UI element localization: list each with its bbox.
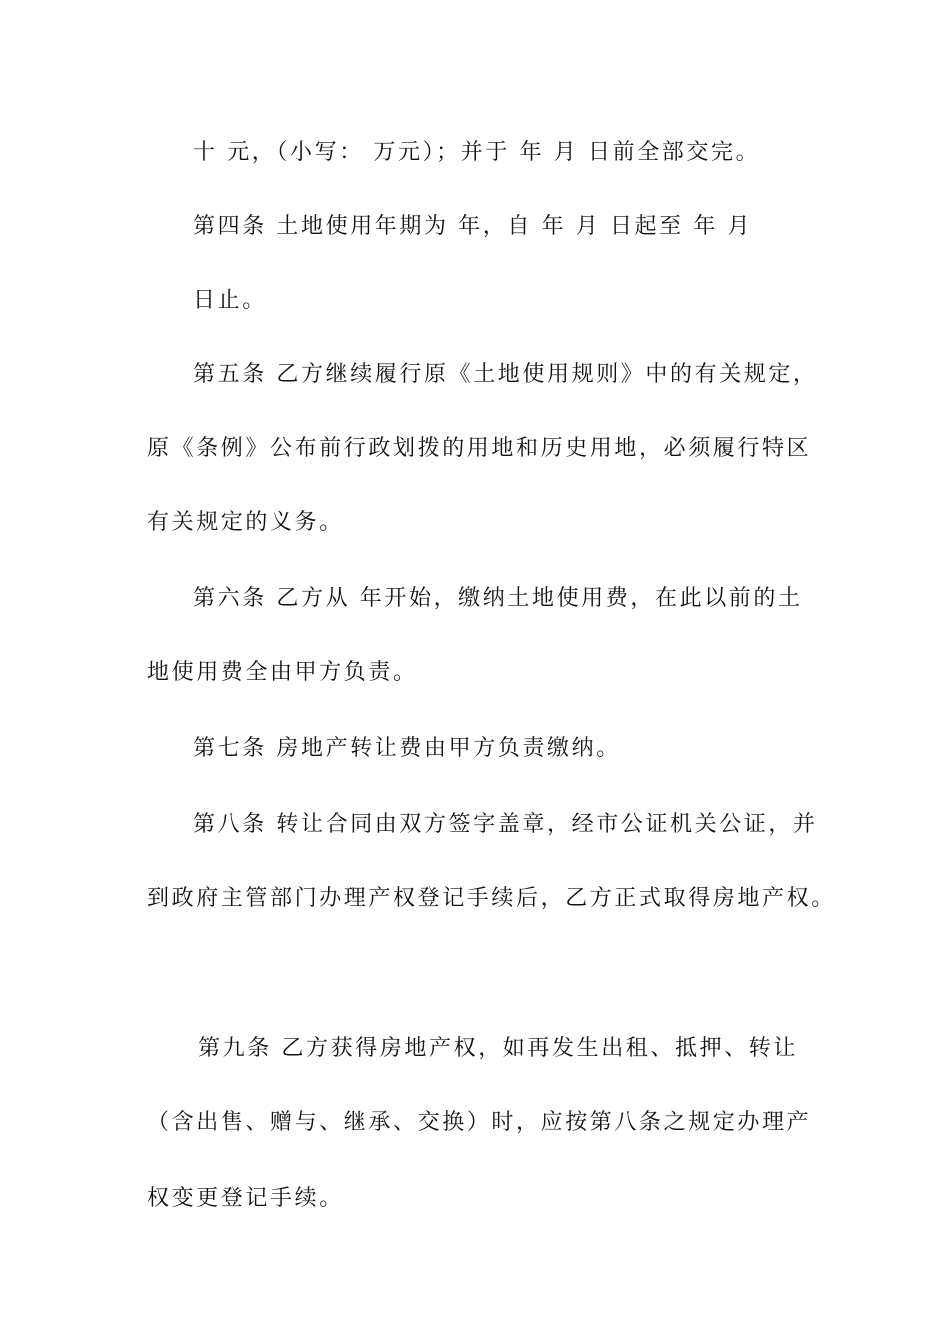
text-line-4: 第五条 乙方继续履行原《土地使用规则》中的有关规定， [193,362,818,387]
text-line-10: 第八条 转让合同由双方签字盖章，经市公证机关公证，并 [193,812,818,837]
text-line-6: 有关规定的义务。 [147,510,344,535]
text-line-14: 权变更登记手续。 [147,1186,344,1211]
text-line-12: 第九条 乙方获得房地产权，如再发生出租、抵押、转让 [198,1036,798,1061]
text-line-3: 日止。 [193,288,267,313]
text-line-9: 第七条 房地产转让费由甲方负责缴纳。 [193,736,621,761]
text-line-8: 地使用费全由甲方负责。 [147,660,418,685]
text-line-7: 第六条 乙方从 年开始，缴纳土地使用费，在此以前的土 [193,586,803,611]
text-line-1: 十 元，（小写： 万元）；并于 年 月 日前全部交完。 [193,140,761,165]
text-line-13: （含出售、赠与、继承、交换）时，应按第八条之规定办理产 [147,1110,812,1135]
text-line-11: 到政府主管部门办理产权登记手续后，乙方正式取得房地产权。 [147,886,836,911]
text-line-2: 第四条 土地使用年期为 年，自 年 月 日起至 年 月 [193,214,753,239]
text-line-5: 原《条例》公布前行政划拨的用地和历史用地，必须履行特区 [147,436,812,461]
